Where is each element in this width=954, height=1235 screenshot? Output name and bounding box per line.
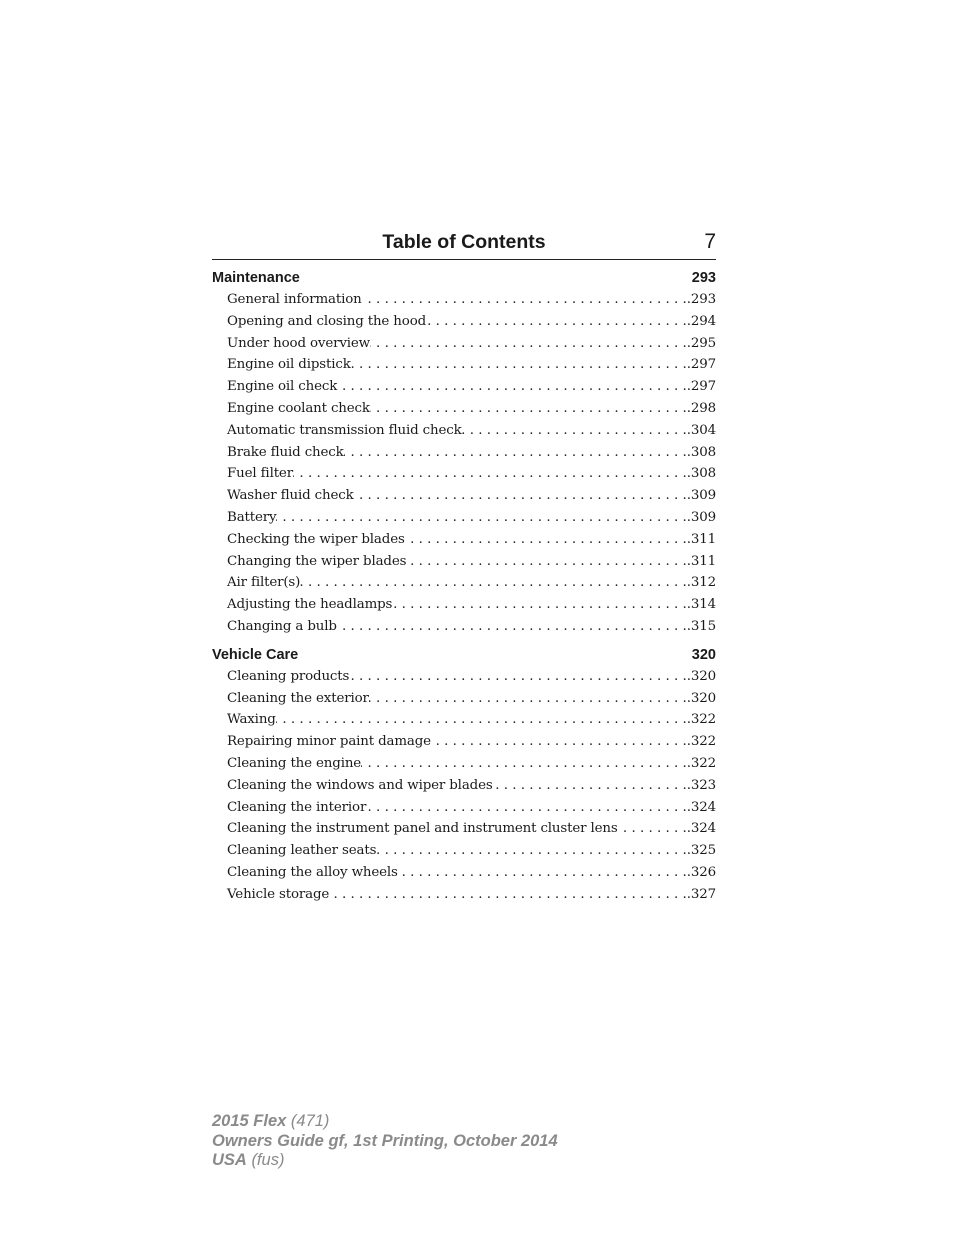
dot-leader — [376, 840, 686, 862]
toc-entry-label: Cleaning leather seats — [227, 843, 377, 859]
toc-entry[interactable] — [212, 594, 716, 616]
toc-entry[interactable] — [212, 731, 716, 753]
toc-entry[interactable] — [212, 688, 716, 710]
toc-entry-label: Under hood overview — [227, 335, 370, 351]
toc-entry-page: .293 — [686, 292, 716, 307]
toc-entry-label: Adjusting the headlamps — [227, 597, 393, 613]
toc-entry-label: Cleaning the alloy wheels — [227, 864, 398, 880]
toc-entry-page: .309 — [686, 509, 716, 525]
toc-entry-label: Repairing minor paint damage — [227, 734, 431, 750]
page-header — [212, 229, 716, 260]
toc-entry[interactable] — [212, 289, 716, 311]
toc-entry[interactable] — [212, 840, 716, 862]
section-title: Vehicle Care — [212, 646, 299, 663]
toc-entry[interactable] — [212, 420, 716, 442]
toc-entry-page: .314 — [686, 597, 716, 613]
toc-entry-page: .295 — [686, 335, 716, 351]
section-page: 293 — [691, 270, 716, 286]
toc-entry-page: .308 — [686, 466, 716, 482]
dot-leader — [493, 775, 687, 797]
toc-entry-page: .320 — [686, 668, 716, 684]
footer-line-region — [212, 1151, 558, 1171]
toc-entry-label: Washer fluid check — [227, 488, 354, 504]
section-heading[interactable] — [212, 267, 716, 289]
toc-entry-label: Cleaning products — [227, 668, 350, 684]
toc-entry-label: Changing the wiper blades — [227, 553, 407, 569]
toc-entry-label: Changing a bulb — [227, 618, 337, 634]
toc-page — [212, 229, 716, 906]
footer-model: 2015 Flex — [212, 1112, 287, 1130]
dot-leader — [351, 354, 687, 376]
toc-entry[interactable] — [212, 753, 716, 775]
toc-entry[interactable] — [212, 572, 716, 594]
dot-leader — [349, 666, 687, 688]
toc-entry-page: .312 — [686, 575, 716, 591]
section-title: Maintenance — [212, 270, 300, 286]
toc-entry[interactable] — [212, 442, 716, 464]
toc-entry[interactable] — [212, 529, 716, 551]
toc-entry-label: Cleaning the engine — [227, 755, 362, 771]
toc-entry-page: .311 — [686, 531, 716, 547]
toc-entry-page: .308 — [686, 444, 716, 460]
dot-leader — [276, 709, 687, 731]
toc-section-vehicle-care — [212, 644, 716, 906]
dot-leader — [293, 463, 687, 485]
toc-entry-page: .320 — [686, 690, 716, 706]
dot-leader — [370, 333, 687, 355]
toc-entry[interactable] — [212, 354, 716, 376]
toc-entry[interactable] — [212, 666, 716, 688]
toc-entry-page: .294 — [686, 313, 716, 329]
toc-entry-label: Cleaning the exterior — [227, 690, 369, 706]
toc-entry-label: Fuel filter — [227, 466, 293, 482]
toc-entry[interactable] — [212, 463, 716, 485]
footer-line-model — [212, 1112, 558, 1132]
toc-entry-page: .324 — [686, 821, 716, 837]
dot-leader — [362, 289, 687, 311]
toc-entry-label: Checking the wiper blades — [227, 531, 405, 547]
toc-entry-label: Battery — [227, 509, 277, 525]
section-entries — [212, 666, 716, 906]
toc-entry-page: .315 — [686, 618, 716, 634]
dot-leader — [426, 311, 687, 333]
footer-region-code: (fus) — [251, 1151, 285, 1169]
page-title: Table of Contents — [382, 231, 546, 253]
toc-entry[interactable] — [212, 333, 716, 355]
dot-leader — [361, 753, 687, 775]
dot-leader — [370, 398, 687, 420]
toc-entry-label: Engine coolant check — [227, 400, 370, 416]
dot-leader — [344, 442, 687, 464]
toc-entry-page: .297 — [686, 357, 716, 373]
toc-entry-label: Waxing — [227, 712, 276, 728]
toc-entry-page: .323 — [686, 777, 716, 793]
footer-region: USA — [212, 1151, 247, 1169]
dot-leader — [369, 688, 687, 710]
toc-entry-label: Engine oil dipstick — [227, 357, 351, 373]
footer-model-code: (471) — [290, 1112, 330, 1130]
dot-leader — [337, 376, 687, 398]
toc-entry-label: Vehicle storage — [227, 886, 330, 902]
toc-entry[interactable] — [212, 376, 716, 398]
toc-section-maintenance — [212, 267, 716, 638]
dot-leader — [406, 551, 686, 573]
footer-line-guide — [212, 1132, 558, 1152]
toc-entry[interactable] — [212, 709, 716, 731]
dot-leader — [398, 862, 687, 884]
toc-entry-page: .324 — [686, 799, 716, 815]
toc-entry-label: Cleaning the interior — [227, 799, 367, 815]
toc-entry-label: Air filter(s) — [227, 575, 301, 591]
dot-leader — [392, 594, 687, 616]
toc-entry[interactable] — [212, 775, 716, 797]
toc-entry-label: Automatic transmission fluid check — [227, 422, 462, 438]
toc-entry[interactable] — [212, 818, 716, 840]
document-footer — [212, 1112, 558, 1171]
section-entries — [212, 289, 716, 638]
toc-entry-page: .322 — [686, 755, 716, 771]
toc-entry-label: General information — [227, 292, 362, 307]
dot-leader — [405, 529, 687, 551]
toc-entry-page: .304 — [686, 422, 716, 438]
section-heading[interactable] — [212, 644, 716, 666]
toc-entry-page: .311 — [686, 553, 716, 569]
toc-entry[interactable] — [212, 311, 716, 333]
toc-entry[interactable] — [212, 884, 716, 906]
toc-entry[interactable] — [212, 485, 716, 507]
toc-entry-page: .326 — [686, 864, 716, 880]
toc-entry-label: Cleaning the windows and wiper blades — [227, 777, 493, 793]
dot-leader — [337, 616, 687, 638]
toc-entry[interactable] — [212, 862, 716, 884]
dot-leader — [329, 884, 687, 906]
toc-entry-page: .325 — [686, 843, 716, 859]
dot-leader — [462, 420, 687, 442]
toc-entry[interactable] — [212, 616, 716, 638]
toc-entry-page: .327 — [686, 886, 716, 902]
toc-entry-label: Cleaning the instrument panel and instrument cluster lens — [227, 821, 618, 837]
toc-entry-label: Engine oil check — [227, 379, 338, 395]
page-number: 7 — [704, 230, 716, 253]
dot-leader — [618, 818, 687, 840]
footer-guide: Owners Guide gf, 1st Printing, October 2014 — [212, 1131, 558, 1150]
toc-entry-page: .309 — [686, 488, 716, 504]
section-page: 320 — [691, 646, 716, 663]
toc-entry[interactable] — [212, 398, 716, 420]
toc-entry-page: .322 — [686, 734, 716, 750]
dot-leader — [366, 797, 687, 819]
dot-leader — [276, 507, 686, 529]
toc-entry-page: .297 — [686, 379, 716, 395]
toc-entry[interactable] — [212, 507, 716, 529]
toc-entry-label: Opening and closing the hood — [227, 313, 427, 329]
toc-entry-label: Brake fluid check — [227, 444, 344, 460]
toc-entry[interactable] — [212, 551, 716, 573]
dot-leader — [354, 485, 687, 507]
toc-entry-page: .322 — [686, 712, 716, 728]
dot-leader — [300, 572, 687, 594]
toc-entry-page: .298 — [686, 400, 716, 416]
dot-leader — [431, 731, 687, 753]
toc-entry[interactable] — [212, 797, 716, 819]
